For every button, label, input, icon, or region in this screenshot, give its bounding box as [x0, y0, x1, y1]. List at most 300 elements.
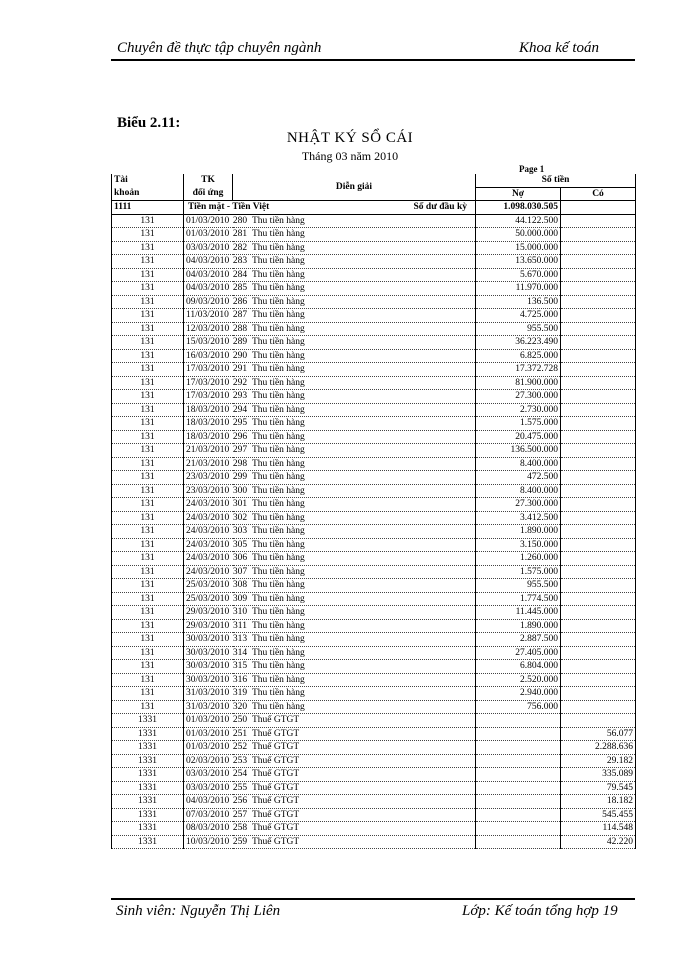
table-row	[112, 430, 636, 444]
row-credit	[561, 579, 636, 593]
row-description	[184, 336, 476, 350]
row-debit: 6.804.000	[476, 660, 561, 674]
row-account: 131	[112, 673, 184, 687]
row-debit	[476, 795, 561, 809]
table-row	[112, 795, 636, 809]
table-row	[112, 687, 636, 701]
row-credit	[561, 714, 636, 728]
row-voucher-number: 291	[232, 364, 248, 374]
row-account: 1331	[112, 754, 184, 768]
row-text: Thu tiền hàng	[252, 593, 305, 604]
row-voucher-number: 319	[232, 688, 248, 698]
row-credit	[561, 606, 636, 620]
row-voucher-number: 307	[232, 566, 248, 577]
row-description	[184, 646, 476, 660]
row-text: Thu tiền hàng	[252, 283, 305, 293]
row-credit	[561, 255, 636, 269]
row-debit	[476, 741, 561, 755]
row-account: 131	[112, 471, 184, 485]
row-text: Thu tiền hàng	[252, 391, 305, 401]
row-description	[184, 214, 476, 228]
document-title: NHẬT KÝ SỔ CÁI	[286, 130, 414, 146]
row-debit: 6.825.000	[476, 349, 561, 363]
row-text: Thu tiền hàng	[252, 661, 305, 671]
row-description	[184, 795, 476, 809]
row-credit	[561, 498, 636, 512]
row-description	[184, 403, 476, 417]
row-debit: 36.223.490	[476, 336, 561, 350]
row-description	[184, 619, 476, 633]
row-account: 1331	[112, 808, 184, 822]
row-description	[184, 430, 476, 444]
row-credit	[561, 565, 636, 579]
row-text: Thuế GTGT	[252, 823, 300, 833]
row-description	[184, 390, 476, 404]
row-credit	[561, 538, 636, 552]
row-voucher-number: 305	[232, 539, 248, 550]
table-row	[112, 228, 636, 242]
row-credit	[561, 552, 636, 566]
row-text: Thu tiền hàng	[252, 242, 305, 253]
col-header-account-line2: khoản	[112, 187, 184, 201]
table-row	[112, 835, 636, 849]
row-debit: 27.300.000	[476, 498, 561, 512]
table-row	[112, 309, 636, 323]
row-credit: 2.288.636	[561, 741, 636, 755]
row-account: 131	[112, 444, 184, 458]
row-description	[184, 835, 476, 849]
row-debit: 955.500	[476, 579, 561, 593]
row-date: 29/03/2010	[186, 620, 230, 631]
row-date: 31/03/2010	[186, 701, 230, 712]
row-description	[184, 349, 476, 363]
row-debit: 81.900.000	[476, 376, 561, 390]
row-credit: 56.077	[561, 727, 636, 741]
row-debit: 15.000.000	[476, 241, 561, 255]
row-date: 17/03/2010	[186, 377, 230, 388]
row-date: 03/03/2010	[186, 242, 230, 253]
table-row	[112, 646, 636, 660]
table-row	[112, 525, 636, 539]
row-voucher-number: 285	[232, 283, 248, 293]
row-debit: 955.500	[476, 322, 561, 336]
row-description	[184, 255, 476, 269]
row-voucher-number: 254	[232, 769, 248, 779]
row-account: 131	[112, 565, 184, 579]
row-description	[184, 700, 476, 714]
row-voucher-number: 303	[232, 526, 248, 536]
row-voucher-number: 253	[232, 755, 248, 766]
row-credit	[561, 687, 636, 701]
row-date: 23/03/2010	[186, 472, 230, 482]
table-row	[112, 714, 636, 728]
row-text: Thu tiền hàng	[252, 472, 305, 482]
row-credit: 545.455	[561, 808, 636, 822]
row-account: 131	[112, 376, 184, 390]
table-row	[112, 241, 636, 255]
row-voucher-number: 250	[232, 715, 248, 725]
row-voucher-number: 299	[232, 472, 248, 482]
table-row	[112, 417, 636, 431]
row-account: 131	[112, 430, 184, 444]
row-description	[184, 525, 476, 539]
row-description	[184, 282, 476, 296]
table-row	[112, 727, 636, 741]
row-date: 04/03/2010	[186, 796, 230, 806]
row-account: 131	[112, 646, 184, 660]
row-text: Thuế GTGT	[252, 809, 300, 820]
table-row	[112, 768, 636, 782]
row-credit	[561, 660, 636, 674]
row-text: Thu tiền hàng	[252, 418, 305, 428]
ledger-table	[111, 174, 636, 849]
row-debit: 8.400.000	[476, 484, 561, 498]
row-date: 30/03/2010	[186, 647, 230, 658]
row-date: 25/03/2010	[186, 593, 230, 604]
row-date: 17/03/2010	[186, 364, 230, 374]
row-account: 131	[112, 579, 184, 593]
row-text: Thu tiền hàng	[252, 323, 305, 334]
row-account: 131	[112, 606, 184, 620]
table-row	[112, 498, 636, 512]
row-description	[184, 552, 476, 566]
row-credit: 29.182	[561, 754, 636, 768]
row-voucher-number: 256	[232, 796, 248, 806]
row-debit	[476, 727, 561, 741]
row-date: 07/03/2010	[186, 809, 230, 820]
row-credit	[561, 700, 636, 714]
row-description	[184, 633, 476, 647]
col-header-account-line1: Tài	[114, 175, 128, 186]
table-row	[112, 822, 636, 836]
row-text: Thuế GTGT	[252, 836, 300, 847]
table-row	[112, 619, 636, 633]
row-debit: 50.000.000	[476, 228, 561, 242]
row-credit	[561, 457, 636, 471]
row-text: Thu tiền hàng	[252, 688, 305, 698]
row-debit: 1.575.000	[476, 417, 561, 431]
table-row	[112, 336, 636, 350]
row-voucher-number: 308	[232, 580, 248, 590]
row-credit: 18.182	[561, 795, 636, 809]
opening-account: 1111	[112, 201, 184, 215]
col-header-debit: Nợ	[476, 187, 561, 201]
row-date: 10/03/2010	[186, 836, 230, 847]
opening-balance-label: Số dư đầu kỳ	[413, 202, 467, 212]
row-voucher-number: 314	[232, 647, 248, 658]
row-credit	[561, 430, 636, 444]
row-debit: 1.890.000	[476, 525, 561, 539]
row-date: 01/03/2010	[186, 728, 230, 739]
row-date: 08/03/2010	[186, 823, 230, 833]
col-header-credit: Có	[561, 187, 636, 201]
row-text: Thu tiền hàng	[252, 634, 305, 644]
table-row	[112, 255, 636, 269]
row-voucher-number: 300	[232, 485, 248, 496]
row-date: 17/03/2010	[186, 391, 230, 401]
row-voucher-number: 310	[232, 607, 248, 617]
row-debit: 27.300.000	[476, 390, 561, 404]
row-text: Thu tiền hàng	[252, 580, 305, 590]
row-debit: 3.412.500	[476, 511, 561, 525]
row-date: 12/03/2010	[186, 323, 230, 334]
row-description	[184, 417, 476, 431]
row-text: Thu tiền hàng	[252, 215, 305, 226]
opening-balance-row	[112, 201, 636, 215]
col-header-account	[112, 174, 184, 187]
row-debit: 1.890.000	[476, 619, 561, 633]
row-description	[184, 606, 476, 620]
row-voucher-number: 320	[232, 701, 248, 712]
row-account: 1331	[112, 727, 184, 741]
row-account: 131	[112, 633, 184, 647]
row-voucher-number: 288	[232, 323, 248, 334]
row-voucher-number: 284	[232, 269, 248, 280]
row-date: 30/03/2010	[186, 674, 230, 685]
row-account: 1331	[112, 714, 184, 728]
row-credit	[561, 673, 636, 687]
row-credit: 79.545	[561, 781, 636, 795]
table-row	[112, 268, 636, 282]
row-text: Thuế GTGT	[252, 755, 300, 766]
row-credit	[561, 646, 636, 660]
row-date: 24/03/2010	[186, 566, 230, 577]
row-date: 03/03/2010	[186, 769, 230, 779]
row-description	[184, 808, 476, 822]
document-subtitle: Tháng 03 năm 2010	[301, 149, 399, 163]
row-description	[184, 241, 476, 255]
row-account: 131	[112, 619, 184, 633]
row-text: Thu tiền hàng	[252, 350, 305, 361]
row-credit	[561, 376, 636, 390]
row-date: 11/03/2010	[186, 310, 229, 320]
row-credit	[561, 282, 636, 296]
row-debit	[476, 835, 561, 849]
row-text: Thu tiền hàng	[252, 512, 305, 523]
row-credit	[561, 417, 636, 431]
row-text: Thu tiền hàng	[252, 499, 305, 509]
row-date: 23/03/2010	[186, 485, 230, 496]
row-debit: 4.725.000	[476, 309, 561, 323]
row-account: 131	[112, 592, 184, 606]
row-credit	[561, 295, 636, 309]
table-row	[112, 457, 636, 471]
table-row	[112, 444, 636, 458]
row-debit: 756.000	[476, 700, 561, 714]
row-date: 18/03/2010	[186, 404, 230, 415]
row-voucher-number: 309	[232, 593, 248, 604]
row-description	[184, 444, 476, 458]
row-credit: 114.548	[561, 822, 636, 836]
opening-credit	[561, 201, 636, 215]
row-credit	[561, 484, 636, 498]
row-voucher-number: 281	[232, 229, 248, 239]
row-description	[184, 754, 476, 768]
row-description	[184, 322, 476, 336]
row-credit	[561, 214, 636, 228]
row-account: 131	[112, 390, 184, 404]
row-description	[184, 579, 476, 593]
row-date: 18/03/2010	[186, 418, 230, 428]
row-text: Thu tiền hàng	[252, 607, 305, 617]
table-row	[112, 511, 636, 525]
opening-debit: 1.098.030.505	[476, 201, 561, 215]
table-row	[112, 673, 636, 687]
row-voucher-number: 251	[232, 728, 248, 739]
row-text: Thu tiền hàng	[252, 296, 305, 307]
row-account: 131	[112, 336, 184, 350]
row-text: Thu tiền hàng	[252, 364, 305, 374]
row-debit: 5.670.000	[476, 268, 561, 282]
row-text: Thuế GTGT	[252, 769, 300, 779]
table-row	[112, 471, 636, 485]
row-voucher-number: 294	[232, 404, 248, 415]
row-description	[184, 741, 476, 755]
table-row	[112, 808, 636, 822]
table-row	[112, 565, 636, 579]
row-account: 131	[112, 282, 184, 296]
table-row	[112, 781, 636, 795]
row-credit: 335.089	[561, 768, 636, 782]
row-account: 1331	[112, 822, 184, 836]
row-credit	[561, 363, 636, 377]
table-row	[112, 633, 636, 647]
row-debit: 2.940.000	[476, 687, 561, 701]
row-date: 01/03/2010	[186, 715, 230, 725]
col-header-tk: TK	[201, 175, 215, 186]
col-header-amount: Số tiền	[476, 174, 636, 187]
row-account: 1331	[112, 781, 184, 795]
row-text: Thu tiền hàng	[252, 458, 305, 469]
row-credit	[561, 349, 636, 363]
opening-description	[184, 201, 476, 215]
row-description	[184, 687, 476, 701]
row-debit: 8.400.000	[476, 457, 561, 471]
opening-account-name: Tiền mặt - Tiền Việt	[188, 202, 270, 212]
row-voucher-number: 258	[232, 823, 248, 833]
row-voucher-number: 255	[232, 782, 248, 793]
row-description	[184, 511, 476, 525]
row-text: Thu tiền hàng	[252, 620, 305, 631]
row-date: 21/03/2010	[186, 445, 230, 455]
row-voucher-number: 280	[232, 215, 248, 226]
row-debit	[476, 754, 561, 768]
row-debit: 2.730.000	[476, 403, 561, 417]
row-voucher-number: 283	[232, 256, 248, 266]
row-account: 131	[112, 700, 184, 714]
row-account: 131	[112, 228, 184, 242]
row-voucher-number: 316	[232, 674, 248, 685]
row-description	[184, 228, 476, 242]
row-description	[184, 295, 476, 309]
row-credit	[561, 309, 636, 323]
row-description	[184, 727, 476, 741]
row-text: Thu tiền hàng	[252, 377, 305, 388]
row-debit	[476, 822, 561, 836]
row-text: Thuế GTGT	[252, 742, 300, 752]
row-date: 31/03/2010	[186, 688, 230, 698]
footer-class: Lớp: Kế toán tổng hợp 19	[462, 903, 618, 919]
col-header-description: Diễn giải	[233, 174, 476, 201]
row-voucher-number: 315	[232, 661, 248, 671]
row-debit: 3.150.000	[476, 538, 561, 552]
row-description	[184, 471, 476, 485]
row-debit: 13.650.000	[476, 255, 561, 269]
row-debit: 44.122.500	[476, 214, 561, 228]
row-credit	[561, 592, 636, 606]
row-description	[184, 592, 476, 606]
col-header-doi-ung: đối ứng	[184, 187, 233, 201]
row-voucher-number: 257	[232, 809, 248, 820]
row-date: 30/03/2010	[186, 661, 230, 671]
row-text: Thu tiền hàng	[252, 431, 305, 442]
row-text: Thuế GTGT	[252, 715, 300, 725]
row-credit	[561, 403, 636, 417]
row-account: 1331	[112, 795, 184, 809]
row-debit: 1.774.500	[476, 592, 561, 606]
row-date: 30/03/2010	[186, 634, 230, 644]
row-date: 01/03/2010	[186, 229, 230, 239]
row-account: 131	[112, 309, 184, 323]
row-description	[184, 673, 476, 687]
table-row	[112, 403, 636, 417]
row-account: 131	[112, 687, 184, 701]
header-title-left: Chuyên đề thực tập chuyên ngành	[117, 40, 322, 56]
row-account: 131	[112, 457, 184, 471]
row-text: Thu tiền hàng	[252, 701, 305, 712]
footer-student: Sinh viên: Nguyễn Thị Liên	[116, 903, 281, 919]
row-date: 24/03/2010	[186, 512, 230, 523]
row-debit	[476, 781, 561, 795]
row-debit: 11.970.000	[476, 282, 561, 296]
row-account: 131	[112, 417, 184, 431]
row-account: 131	[112, 363, 184, 377]
row-description	[184, 484, 476, 498]
row-voucher-number: 252	[232, 742, 248, 752]
table-row	[112, 282, 636, 296]
row-debit: 136.500	[476, 295, 561, 309]
row-text: Thu tiền hàng	[252, 553, 305, 563]
row-credit	[561, 633, 636, 647]
row-date: 03/03/2010	[186, 782, 230, 793]
row-text: Thu tiền hàng	[252, 256, 305, 266]
table-row	[112, 349, 636, 363]
row-text: Thu tiền hàng	[252, 485, 305, 496]
table-row	[112, 214, 636, 228]
row-voucher-number: 290	[232, 350, 248, 361]
row-date: 04/03/2010	[186, 269, 230, 280]
table-row	[112, 754, 636, 768]
table-row	[112, 390, 636, 404]
table-row	[112, 579, 636, 593]
row-date: 15/03/2010	[186, 337, 230, 347]
row-voucher-number: 311	[233, 620, 247, 631]
row-account: 131	[112, 511, 184, 525]
row-date: 09/03/2010	[186, 296, 230, 307]
exhibit-label: Biểu 2.11:	[117, 115, 181, 131]
page-number: Page 1	[519, 164, 545, 174]
row-voucher-number: 259	[232, 836, 248, 847]
row-voucher-number: 301	[232, 499, 248, 509]
row-description	[184, 781, 476, 795]
row-date: 16/03/2010	[186, 350, 230, 361]
row-account: 1331	[112, 835, 184, 849]
table-row	[112, 592, 636, 606]
table-row	[112, 552, 636, 566]
row-voucher-number: 289	[232, 337, 248, 347]
row-date: 24/03/2010	[186, 539, 230, 550]
row-account: 131	[112, 403, 184, 417]
